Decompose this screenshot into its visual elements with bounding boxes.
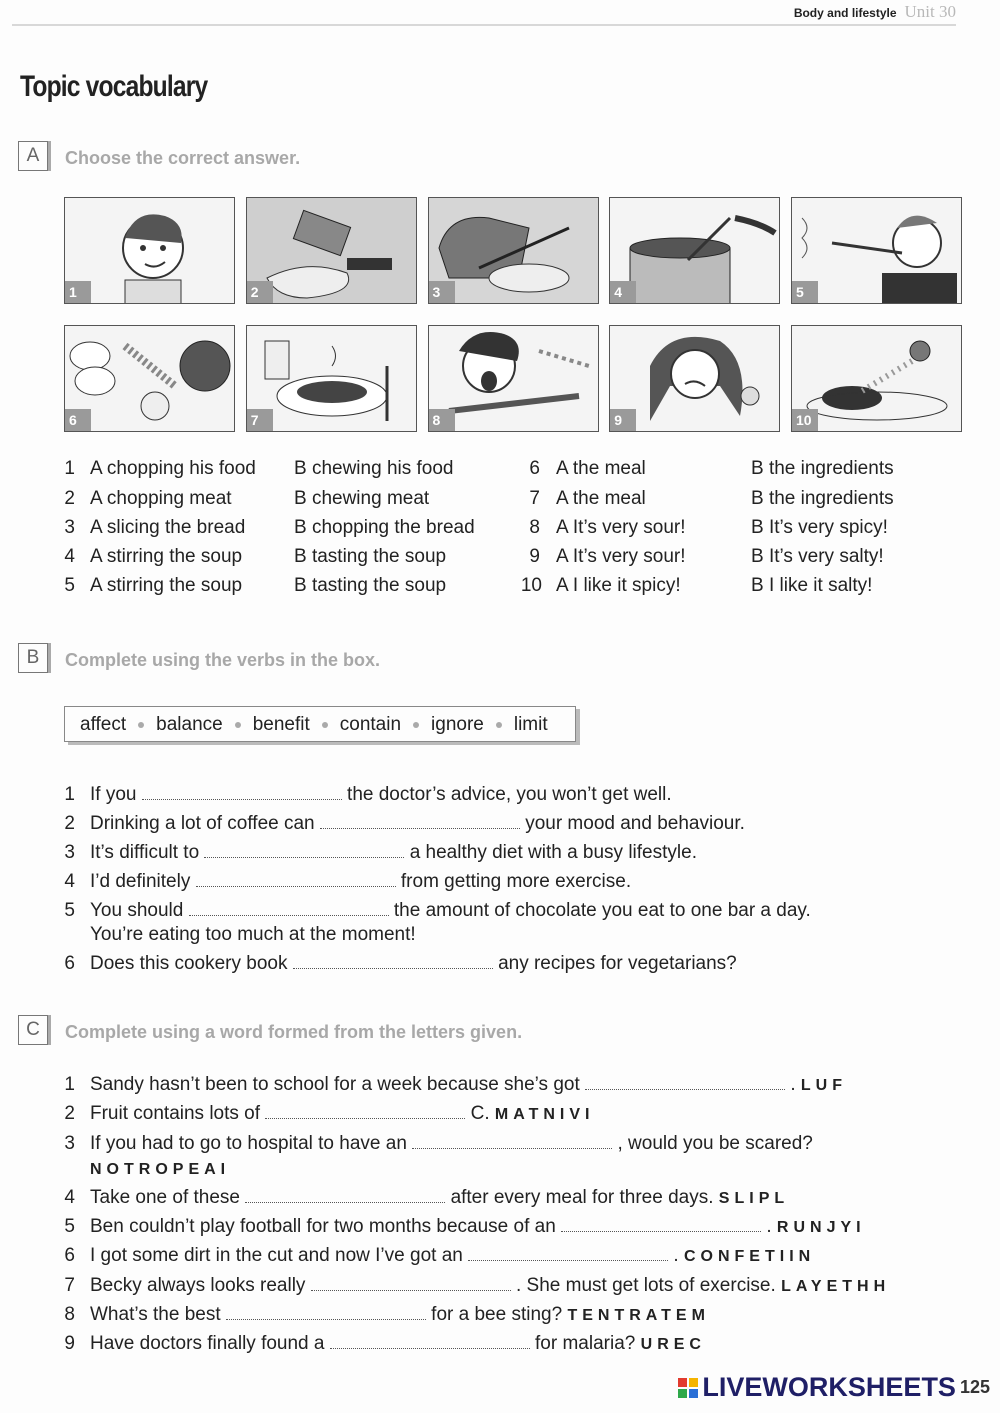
picture-1 — [64, 197, 235, 304]
liveworksheets-icon — [678, 1378, 698, 1398]
picture-number: 4 — [610, 281, 636, 303]
item-number: 5 — [64, 1216, 75, 1237]
question-number: 8 — [529, 517, 540, 538]
answer-blank[interactable] — [311, 1276, 511, 1291]
sentence-end: . She must get lots of exercise. — [515, 1275, 776, 1296]
letter-clue: RUNJYI — [776, 1219, 866, 1236]
section-c-instruction: Complete using a word formed from the letters given. — [65, 1022, 523, 1042]
item-number: 4 — [64, 871, 75, 892]
answer-blank[interactable] — [585, 1075, 785, 1090]
sentence — [90, 1103, 594, 1125]
picture-row-1 — [64, 197, 962, 304]
sentence — [90, 784, 672, 806]
item-number: 4 — [64, 1187, 75, 1208]
verb: limit — [513, 714, 548, 735]
sentence-start: Take one of these — [90, 1187, 240, 1208]
answer-blank[interactable] — [226, 1305, 426, 1320]
answer-blank[interactable] — [412, 1134, 612, 1149]
sentence — [90, 1304, 710, 1326]
letter-clue: LUF — [800, 1077, 847, 1094]
item-number: 1 — [64, 784, 75, 805]
item-number: 2 — [64, 813, 75, 834]
option-a[interactable]: A chopping his food — [90, 458, 256, 479]
running-title: Body and lifestyle — [793, 6, 897, 20]
sentence-start: Drinking a lot of coffee can — [90, 813, 315, 834]
item-number: 7 — [64, 1275, 75, 1296]
sentence-end: C. — [470, 1103, 490, 1124]
question-number: 9 — [529, 546, 540, 567]
sentence — [90, 842, 697, 864]
item-number: 3 — [64, 842, 75, 863]
sentence-start: If you — [90, 784, 137, 805]
letter-clue: NOTROPEAI — [90, 1161, 231, 1178]
question-number: 2 — [64, 488, 75, 509]
picture-number: 6 — [65, 409, 91, 431]
verb-box — [64, 706, 576, 742]
letter-clue: UREC — [640, 1336, 706, 1353]
running-header — [794, 2, 956, 22]
option-b[interactable]: B tasting the soup — [294, 575, 447, 596]
answer-blank[interactable] — [320, 814, 520, 829]
option-b[interactable]: B chewing his food — [294, 458, 454, 479]
option-a[interactable]: A It’s very sour! — [556, 546, 686, 567]
option-a[interactable]: A chopping meat — [90, 488, 232, 509]
sentence-end: after every meal for three days. — [450, 1187, 714, 1208]
sentence-continuation — [90, 1158, 230, 1180]
question-number: 10 — [520, 575, 542, 596]
picture-number: 7 — [247, 409, 273, 431]
option-b[interactable]: B chewing meat — [294, 488, 430, 509]
section-a-instruction: Choose the correct answer. — [65, 148, 301, 168]
picture-7 — [246, 325, 417, 432]
picture-number: 5 — [792, 281, 818, 303]
section-b-instruction: Complete using the verbs in the box. — [65, 650, 381, 670]
letter-clue: TENTRATEM — [567, 1307, 710, 1324]
item-number: 6 — [64, 953, 75, 974]
picture-6 — [64, 325, 235, 432]
sentence — [90, 1187, 789, 1209]
bullet-dot — [496, 722, 502, 728]
sentence-start: It’s difficult to — [90, 842, 200, 863]
answer-blank[interactable] — [265, 1104, 465, 1119]
sentence — [90, 871, 631, 893]
sentence-start: Ben couldn’t play football for two months because of an — [90, 1216, 556, 1237]
picture-4 — [609, 197, 780, 304]
page-title: Topic vocabulary — [20, 70, 208, 103]
picture-3 — [428, 197, 599, 304]
sentence-start: If you had to go to hospital to have an — [90, 1133, 407, 1154]
option-a[interactable]: A I like it spicy! — [556, 575, 681, 596]
item-number: 8 — [64, 1304, 75, 1325]
sentence-end: any recipes for vegetarians? — [498, 953, 737, 974]
sentence-start: Does this cookery book — [90, 953, 288, 974]
sentence-end: the amount of chocolate you eat to one bar a day. — [393, 900, 811, 921]
option-b[interactable]: B chopping the bread — [294, 517, 475, 538]
question-number: 7 — [529, 488, 540, 509]
sentence-end: a healthy diet with a busy lifestyle. — [409, 842, 697, 863]
liveworksheets-logo[interactable] — [678, 1372, 990, 1403]
header-rule — [12, 24, 956, 26]
item-number: 3 — [64, 1133, 75, 1154]
item-number: 5 — [64, 900, 75, 921]
section-b-letter: B — [18, 643, 48, 673]
option-a[interactable]: A stirring the soup — [90, 546, 243, 567]
picture-5 — [791, 197, 962, 304]
sentence — [90, 1216, 866, 1238]
sentence-start: Fruit contains lots of — [90, 1103, 261, 1124]
sentence-end: the doctor’s advice, you won’t get well. — [347, 784, 672, 805]
picture-number: 9 — [610, 409, 636, 431]
sentence-end: for malaria? — [535, 1333, 636, 1354]
page-number: 125 — [959, 1377, 990, 1397]
picture-number: 8 — [429, 409, 455, 431]
picture-number: 1 — [65, 281, 91, 303]
option-b[interactable]: B It’s very spicy! — [751, 517, 888, 538]
answer-blank[interactable] — [330, 1334, 530, 1349]
question-number: 3 — [64, 517, 75, 538]
picture-2 — [246, 197, 417, 304]
verb: benefit — [252, 714, 310, 735]
sentence — [90, 953, 737, 975]
sentence — [90, 1275, 890, 1297]
sentence-start: I’d definitely — [90, 871, 191, 892]
sentence-start: Have doctors finally found a — [90, 1333, 325, 1354]
answer-blank[interactable] — [204, 843, 404, 858]
brand-name: LIVEWORKSHEETS — [702, 1372, 956, 1402]
section-a-letter: A — [18, 141, 48, 171]
bullet-dot — [235, 722, 241, 728]
answer-blank[interactable] — [196, 872, 396, 887]
question-number: 4 — [64, 546, 75, 567]
verb: affect — [80, 714, 127, 735]
answer-blank[interactable] — [245, 1188, 445, 1203]
section-c-letter: C — [18, 1015, 48, 1045]
bullet-dot — [138, 722, 144, 728]
question-number: 5 — [64, 575, 75, 596]
sentence-end: . — [766, 1216, 772, 1237]
sentence — [90, 1133, 813, 1155]
answer-blank[interactable] — [561, 1217, 761, 1232]
sentence-end: for a bee sting? — [431, 1304, 563, 1325]
item-number: 9 — [64, 1333, 75, 1354]
option-a[interactable]: A slicing the bread — [90, 517, 246, 538]
sentence — [90, 900, 811, 922]
sentence-start: Sandy hasn’t been to school for a week because she’s got — [90, 1074, 580, 1095]
item-number: 1 — [64, 1074, 75, 1095]
sentence-start: You should — [90, 900, 184, 921]
sentence — [90, 1245, 815, 1267]
picture-number: 3 — [429, 281, 455, 303]
item-number: 6 — [64, 1245, 75, 1266]
sentence-start: I got some dirt in the cut and now I’ve got an — [90, 1245, 463, 1266]
letter-clue: SLIPL — [718, 1190, 790, 1207]
verb: contain — [339, 714, 402, 735]
item-number: 2 — [64, 1103, 75, 1124]
option-a[interactable]: A the meal — [556, 458, 646, 479]
letter-clue: CONFETIIN — [683, 1248, 816, 1265]
sentence-end: , would you be scared? — [617, 1133, 813, 1154]
letter-clue: LAYETHH — [781, 1278, 891, 1295]
option-b[interactable]: B It’s very salty! — [751, 546, 884, 567]
letter-clue: MATNIVI — [494, 1106, 595, 1123]
answer-blank[interactable] — [293, 954, 493, 969]
sentence-start: What’s the best — [90, 1304, 221, 1325]
sentence-end: . — [790, 1074, 796, 1095]
picture-9 — [609, 325, 780, 432]
picture-8 — [428, 325, 599, 432]
option-b[interactable]: B I like it salty! — [751, 575, 873, 596]
sentence-end: . — [673, 1245, 679, 1266]
sentence-end: your mood and behaviour. — [525, 813, 745, 834]
bullet-dot — [413, 722, 419, 728]
option-b[interactable]: B tasting the soup — [294, 546, 447, 567]
answer-blank[interactable] — [468, 1246, 668, 1261]
sentence — [90, 1074, 847, 1096]
option-b[interactable]: B the ingredients — [751, 488, 894, 509]
answer-blank[interactable] — [142, 785, 342, 800]
sentence — [90, 1333, 706, 1355]
option-a[interactable]: A It’s very sour! — [556, 517, 686, 538]
option-a[interactable]: A the meal — [556, 488, 646, 509]
sentence-start: Becky always looks really — [90, 1275, 306, 1296]
bullet-dot — [322, 722, 328, 728]
sentence — [90, 813, 745, 835]
verb: balance — [156, 714, 223, 735]
answer-blank[interactable] — [189, 901, 389, 916]
option-a[interactable]: A stirring the soup — [90, 575, 243, 596]
picture-row-2 — [64, 325, 962, 432]
question-number: 6 — [529, 458, 540, 479]
question-number: 1 — [64, 458, 75, 479]
sentence-end: from getting more exercise. — [400, 871, 632, 892]
option-b[interactable]: B the ingredients — [751, 458, 894, 479]
picture-number: 2 — [247, 281, 273, 303]
sentence-continuation: You’re eating too much at the moment! — [90, 924, 416, 945]
picture-number: 10 — [792, 409, 818, 431]
verb: ignore — [431, 714, 484, 735]
picture-10 — [791, 325, 962, 432]
unit-label: Unit 30 — [904, 2, 956, 21]
